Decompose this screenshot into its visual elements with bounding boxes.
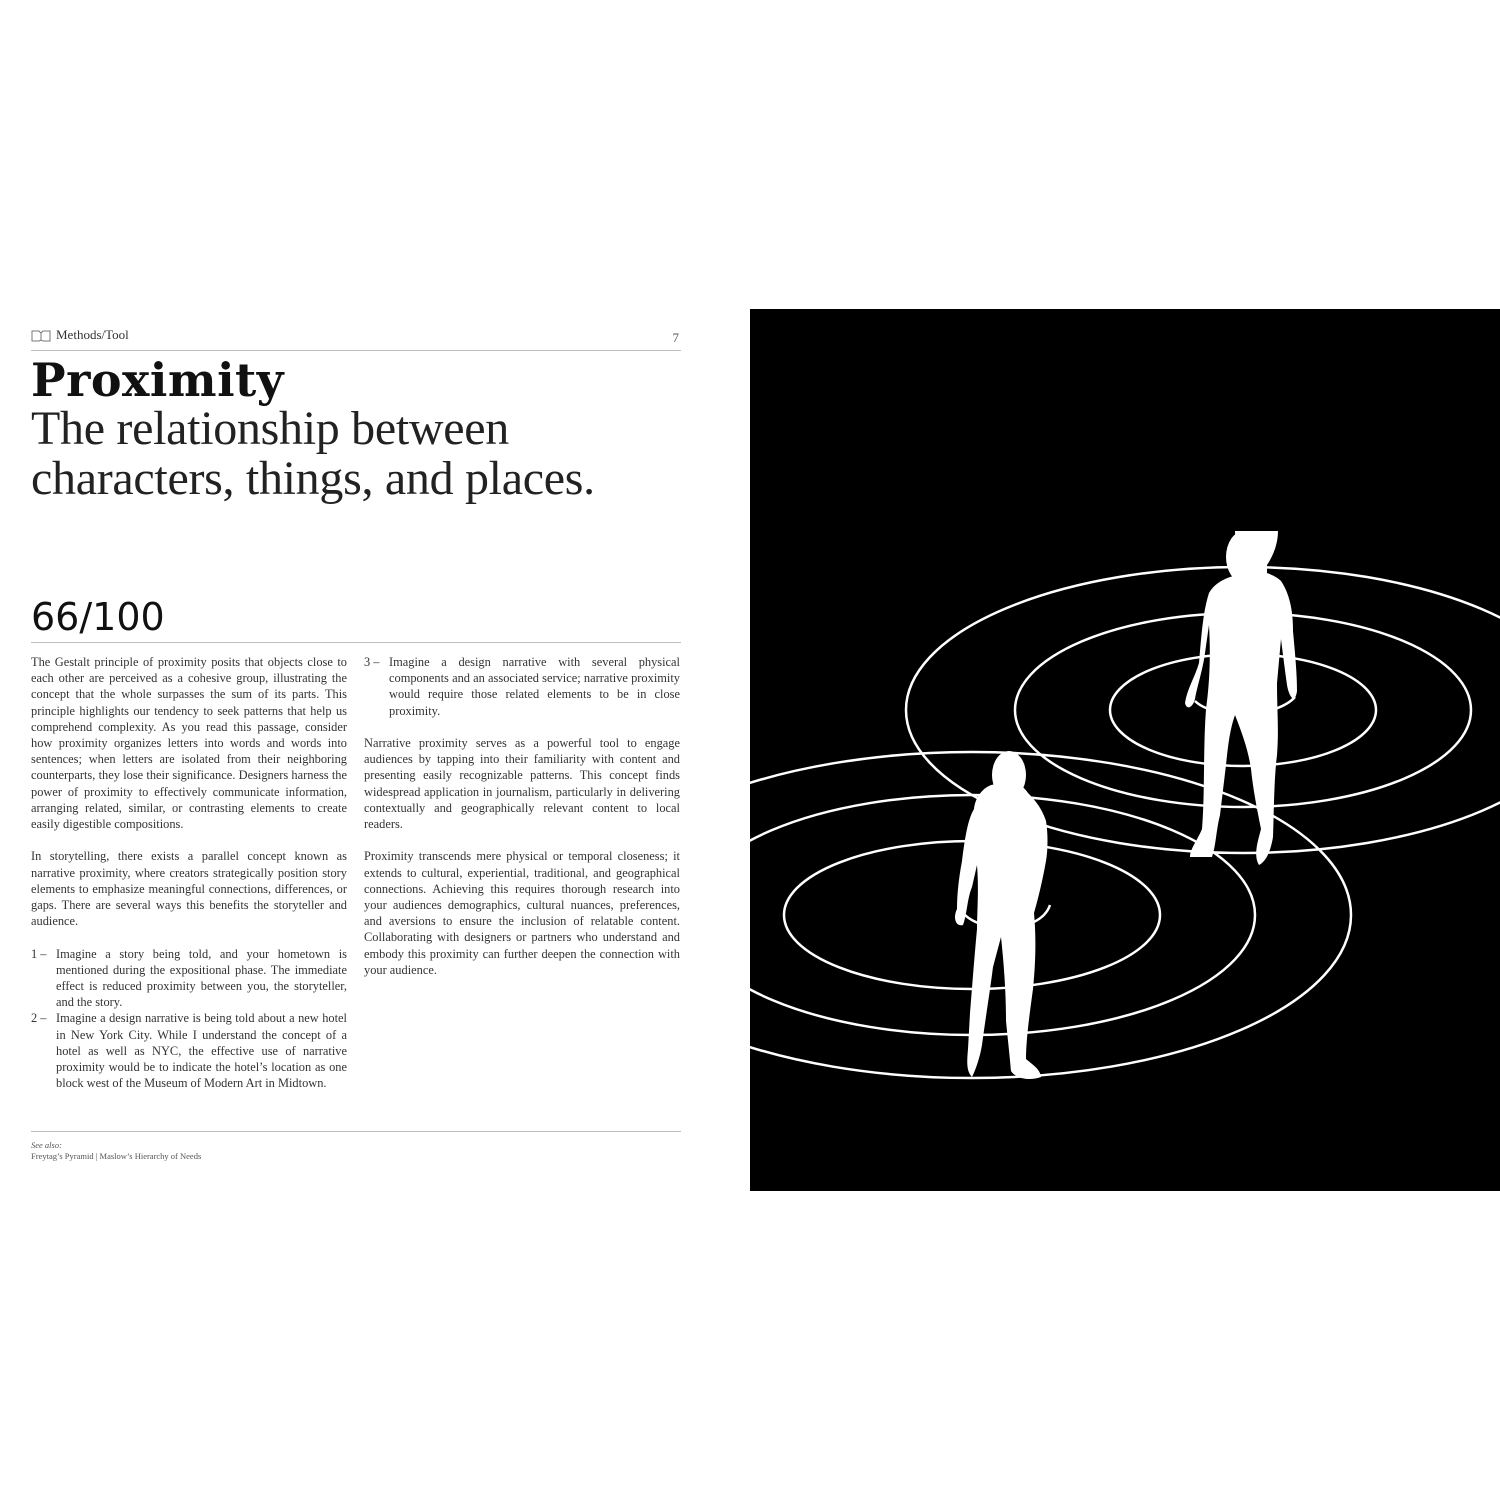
list-number: 3 – — [364, 655, 380, 669]
figure-front — [955, 751, 1048, 1079]
illustration-panel — [750, 309, 1500, 1191]
page-title: Proximity — [31, 353, 285, 407]
list-item — [31, 1010, 347, 1091]
list-item-text: Imagine a design narrative is being told about a new hotel in New York City. While I understand the concept of a hotel as well as NYC, the effective use of narrative proximity would be to indicate the hotel’s location as one block west of the Museum of Modern Art in Midtown. — [56, 1011, 347, 1091]
running-header — [31, 324, 681, 351]
list-number: 1 – — [31, 946, 47, 961]
numbered-list — [364, 654, 680, 719]
list-number: 2 – — [31, 1011, 47, 1026]
page-number: 7 — [672, 330, 679, 345]
section-label: Methods/Tool — [56, 327, 129, 342]
body-paragraph: Proximity transcends mere physical or temporal closeness; it extends to cultural, experiential, traditional, and geographical connections. Achieving this requires thorough research into your audiences demographics, cultural nuances, preferences, and aversions to ensure the inclusion of relatable content. Collaborating with designers or partners who understand and embody this proximity can further deepen the connection with your audience. — [364, 849, 680, 977]
figure-front-head — [992, 751, 1026, 799]
page-subtitle: The relationship between characters, things, and places. — [31, 402, 595, 505]
book-icon — [31, 329, 51, 342]
see-also-label: See also: — [31, 1140, 62, 1150]
see-also-links: Freytag’s Pyramid | Maslow’s Hierarchy of Needs — [31, 1151, 202, 1161]
left-page — [31, 324, 681, 1164]
figure-back — [1185, 531, 1297, 865]
body-paragraph: The Gestalt principle of proximity posits that objects close to each other are perceived as a cohesive group, illustrating the concept that the whole surpasses the sum of its parts. This principle highlights our tendency to seek patterns that help us comprehend complexity. As you read this passage, consider how proximity organizes letters into words and words into sentences; when letters are isolated from their neighboring counterparts, they lose their significance. Designers harness the power of proximity to effectively communicate information, arranging related, similar, or contrasting elements to create easily digestible compositions. — [31, 655, 347, 832]
divider — [31, 642, 681, 643]
list-item — [31, 946, 347, 1011]
body-paragraph: In storytelling, there exists a parallel concept known as narrative proximity, where creators strategically position story elements to emphasize meaningful connections, differences, or gaps. There are several ways this benefits the storyteller and audience. — [31, 849, 347, 929]
divider — [31, 1131, 681, 1132]
rating-score: 66/100 — [31, 595, 165, 639]
proximity-illustration — [750, 309, 1500, 1191]
list-item-text: Imagine a design narrative with several physical components and an associated service; narrative proximity would require those related elements to be in close proximity. — [389, 655, 680, 718]
figure-back-head — [1226, 531, 1262, 583]
list-item — [364, 654, 680, 719]
body-paragraph: Narrative proximity serves as a powerful tool to engage audiences by tapping into their familiarity with content and presenting easily recognizable patterns. This concept finds widespread application in journalism, particularly in delivering contextually and geographically relevant content to local readers. — [364, 736, 680, 832]
body-column-right — [364, 654, 680, 994]
numbered-list — [31, 946, 347, 1092]
list-item-text: Imagine a story being told, and your hometown is mentioned during the expositional phase. The immediate effect is reduced proximity between you, the storyteller, and the story. — [56, 946, 347, 1010]
body-column-left — [31, 654, 347, 1091]
